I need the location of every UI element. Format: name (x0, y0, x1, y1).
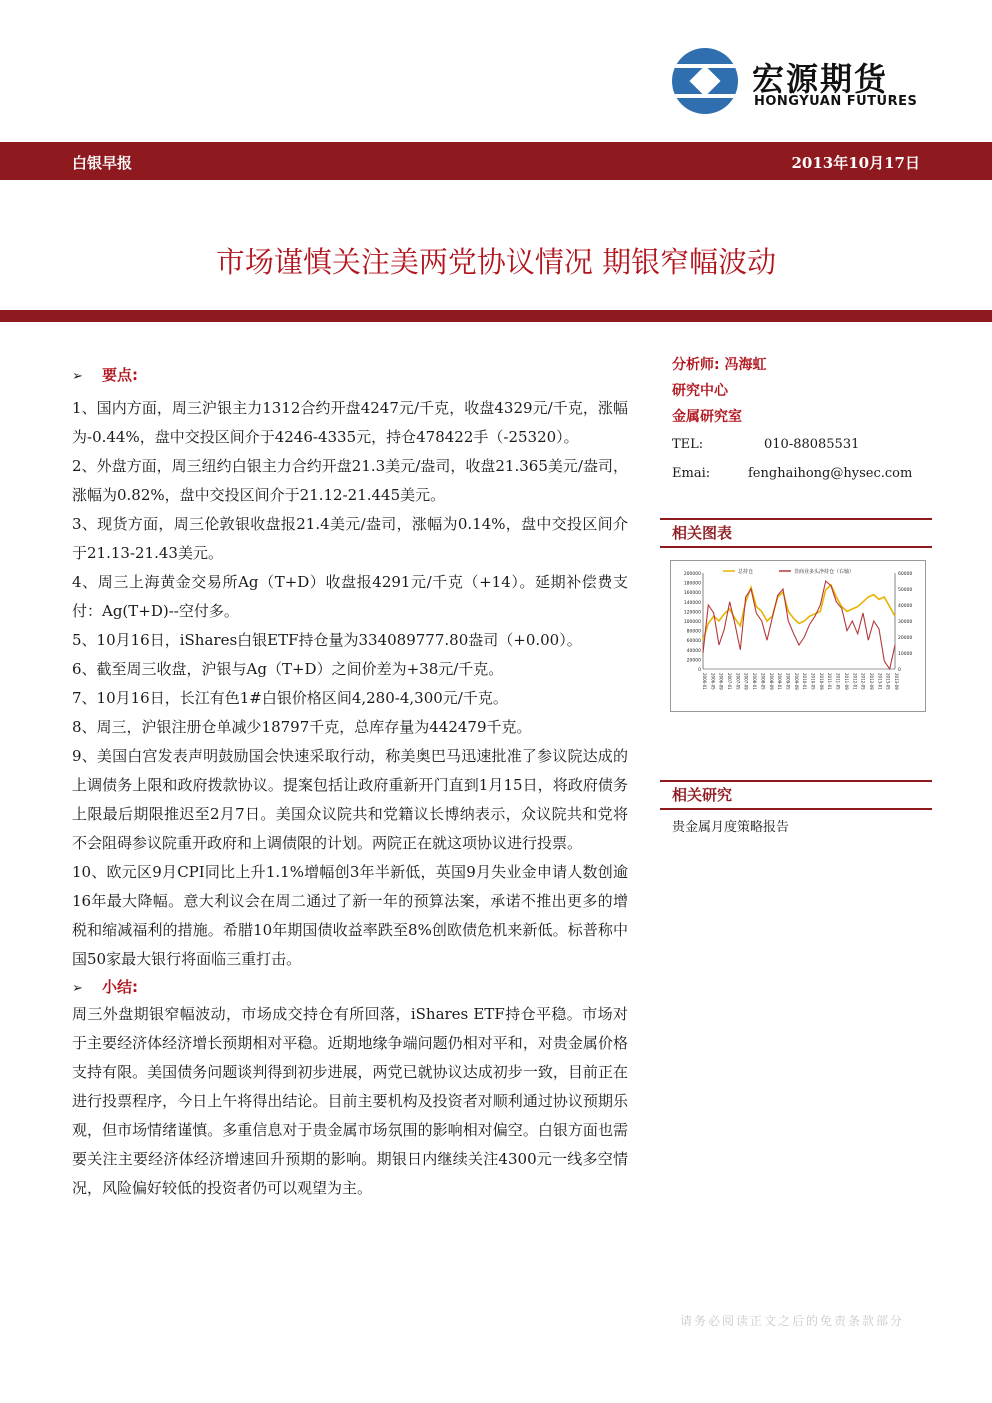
series-line-2 (703, 581, 895, 669)
logo-name-cn: 宏源期货 (752, 60, 889, 98)
x-tick-label: 2006-05 (710, 673, 716, 690)
x-tick-label: 2007-05 (735, 673, 741, 690)
x-tick-label: 2010-01 (802, 673, 808, 690)
right-tick-label: 60000 (898, 572, 913, 577)
report-date: 2013年10月17日 (791, 154, 920, 172)
position-chart-svg (671, 561, 925, 711)
x-tick-label: 2007-01 (727, 673, 733, 690)
right-tick-label: 20000 (898, 636, 913, 641)
right-tick-label: 0 (898, 668, 901, 673)
x-tick-label: 2008-01 (752, 673, 758, 690)
x-tick-label: 2011-05 (835, 673, 841, 690)
x-tick-label: 2012-09 (868, 673, 874, 690)
analyst-name: 分析师: 冯海虹 (672, 357, 767, 373)
left-tick-label: 80000 (686, 629, 701, 635)
right-tick-label: 10000 (898, 652, 913, 657)
tel-value: 010-88085531 (764, 437, 860, 452)
key-point-6: 6、截至周三收盘，沪银与Ag（T+D）之间价差为+38元/千克。 (72, 660, 504, 678)
x-tick-label: 2006-09 (718, 673, 724, 690)
arrow-bullet-icon: ➢ (72, 369, 83, 384)
email-link[interactable]: fenghaihong@hysec.com (748, 466, 913, 481)
key-points-heading: ➢ 要点: (72, 362, 628, 388)
left-tick-label: 60000 (686, 639, 701, 645)
email-label: Emai: (672, 466, 711, 481)
left-tick-label: 120000 (683, 610, 701, 616)
related-chart-title: 相关图表 (660, 518, 932, 548)
analyst-info (672, 352, 934, 488)
left-tick-label: 160000 (683, 591, 701, 597)
left-tick-label: 140000 (683, 600, 701, 606)
x-tick-label: 2009-09 (793, 673, 799, 690)
right-tick-label: 50000 (898, 588, 913, 593)
page-title: 市场谨慎关注美两党协议情况 期银窄幅波动 (215, 245, 777, 279)
x-tick-label: 2009-05 (785, 673, 791, 690)
key-point-7: 7、10月16日，长江有色1#白银价格区间4,280-4,300元/千克。 (72, 689, 508, 707)
x-tick-label: 2008-09 (768, 673, 774, 690)
summary-heading: ➢ 小结: (72, 974, 628, 1000)
tel-row (672, 430, 934, 459)
tel-label: TEL: (672, 437, 704, 452)
title-divider (0, 310, 992, 322)
related-research-section (660, 780, 932, 835)
legend-label-1: 总持仓 (738, 569, 754, 575)
right-tick-label: 30000 (898, 620, 913, 625)
x-tick-label: 2009-01 (777, 673, 783, 690)
position-chart (670, 560, 926, 712)
x-tick-label: 2013-05 (885, 673, 891, 690)
x-tick-label: 2012-01 (852, 673, 858, 690)
arrow-bullet-icon: ➢ (72, 981, 83, 996)
legend-label-2: 非商业多头净持仓（右轴） (794, 569, 855, 575)
left-tick-label: 20000 (686, 658, 701, 664)
right-tick-label: 40000 (898, 604, 913, 609)
x-tick-label: 2010-05 (810, 673, 816, 690)
left-tick-label: 40000 (686, 648, 701, 654)
left-tick-label: 200000 (683, 572, 701, 577)
x-tick-label: 2013-09 (894, 673, 899, 690)
x-tick-label: 2008-05 (760, 673, 766, 690)
left-tick-label: 100000 (683, 620, 701, 625)
x-tick-label: 2011-01 (827, 673, 833, 690)
related-research-title: 相关研究 (660, 780, 932, 810)
key-point-8: 8、周三，沪银注册仓单减少18797千克，总库存量为442479千克。 (72, 718, 532, 736)
key-point-5: 5、10月16日，iShares白银ETF持仓量为334089777.80盎司（+0.00）。 (72, 631, 582, 649)
x-tick-label: 2007-09 (743, 673, 749, 690)
main-content (72, 362, 628, 1203)
related-chart-section (660, 518, 932, 548)
x-tick-label: 2013-01 (877, 673, 883, 690)
key-point-10: 10、欧元区9月CPI同比上升1.1%增幅创3年半新低，英国9月失业金申请人数创逾16年最大降幅。意大利议会在周二通过了新一年的预算法案，承诺不推出更多的增税和缩减福利的措施。希腊10年期国债收益率跌至8%创欧债危机来新低。标普称中国50家最大银行将面临三重打击。 (72, 863, 628, 968)
key-point-2: 2、外盘方面，周三纽约白银主力合约开盘21.3美元/盎司，收盘21.365美元/盎司，涨幅为0.82%，盘中交投区间介于21.12-21.445美元。 (72, 457, 628, 504)
email-row (672, 459, 934, 488)
left-tick-label: 0 (698, 668, 701, 673)
x-tick-label: 2011-09 (843, 673, 849, 690)
key-point-3: 3、现货方面，周三伦敦银收盘报21.4美元/盎司，涨幅为0.14%，盘中交投区间介于21.13-21.43美元。 (72, 515, 628, 562)
x-tick-label: 2006-01 (702, 673, 707, 690)
company-logo (672, 48, 922, 118)
report-type: 白银早报 (72, 154, 133, 172)
analyst-dept-1: 研究中心 (672, 383, 728, 399)
key-point-4: 4、周三上海黄金交易所Ag（T+D）收盘报4291元/千克（+14）。延期补偿费支付：Ag(T+D)--空付多。 (72, 573, 628, 620)
related-research-item[interactable]: 贵金属月度策略报告 (672, 820, 790, 835)
x-tick-label: 2010-09 (818, 673, 824, 690)
x-tick-label: 2012-05 (860, 673, 866, 690)
left-tick-label: 180000 (683, 581, 701, 587)
key-point-1: 1、国内方面，周三沪银主力1312合约开盘4247元/千克，收盘4329元/千克，涨幅为-0.44%，盘中交投区间介于4246-4335元，持仓478422手（-25320）。 (72, 399, 628, 446)
key-point-9: 9、美国白宫发表声明鼓励国会快速采取行动，称美奥巴马迅速批准了参议院达成的上调债务上限和政府拨款协议。提案包括让政府重新开门直到1月15日，将政府债务上限最后期限推迟至2月7日。美国众议院共和党籍议长博纳表示，众议院共和党将不会阻碍参议院重开政府和上调债限的计划。两院正在就这项协议进行投票。 (72, 747, 628, 852)
header-band (0, 142, 992, 180)
disclaimer: 请务必阅读正文之后的免责条款部分 (679, 1314, 904, 1328)
analyst-dept-2: 金属研究室 (672, 409, 742, 425)
logo-emblem-icon (672, 48, 738, 114)
summary-text: 周三外盘期银窄幅波动，市场成交持仓有所回落，iShares ETF持仓平稳。市场对于主要经济体经济增长预期相对平稳。近期地缘争端问题仍相对平和，对贵金属价格支持有限。美国债务问题谈判得到初步进展，两党已就协议达成初步一致，目前正在进行投票程序，今日上午将得出结论。目前主要机构及投资者对顺利通过协议预期乐观，但市场情绪谨慎。多重信息对于贵金属市场氛围的影响相对偏空。白银方面也需要关注主要经济体经济增速回升预期的影响。期银日内继续关注4300元一线多空情况，风险偏好较低的投资者仍可以观望为主。 (72, 1005, 628, 1197)
logo-name-en: HONGYUAN FUTURES (754, 94, 918, 109)
